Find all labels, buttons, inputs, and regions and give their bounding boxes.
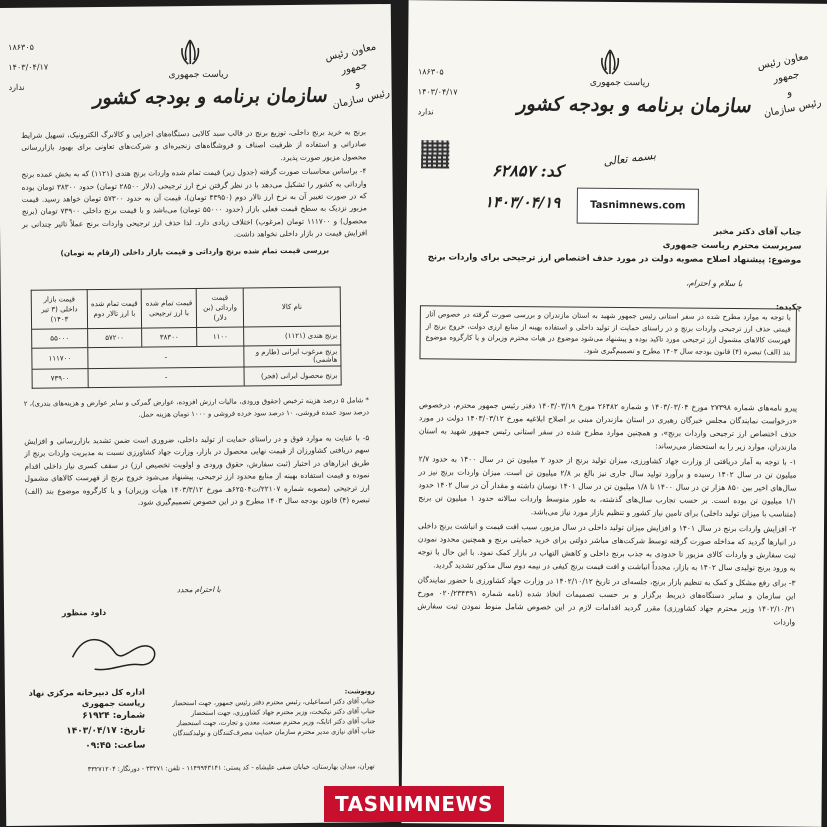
tasnim-brand-banner: TASNIMNEWS bbox=[324, 786, 504, 822]
copy-item: جناب آقای دکتر نیکبخت، وزیر محترم جهاد کشاورزی، جهت استحضار bbox=[191, 707, 376, 718]
iran-emblem-icon bbox=[596, 48, 624, 78]
paragraph: برنج به خرید برنج داخلی، توزیع برنج در قالب سبد کالایی دستگاه‌های اجرایی و کالابرگ الکترونیک، تسهیل شرایط صادراتی و استفاده از ظرفیت اصناف و فروشگاه‌های زنجیره‌ای و شرکت‌های تعاونی برای بهبود بازاررسانی محصول مزبور صورت پذیرد. bbox=[21, 127, 367, 162]
table-cell: ۱۱۰۰ bbox=[197, 327, 244, 346]
table-cell: ۵۵۰۰۰ bbox=[32, 329, 88, 349]
table-cell: برنج هندی (۱۱۲۱) bbox=[244, 326, 341, 346]
invocation: بسمه تعالی bbox=[602, 148, 657, 169]
letter-attachment: ندارد bbox=[8, 82, 25, 92]
deputy-title bbox=[314, 37, 397, 115]
stamp-time: ساعت: ۰۹:۴۵ bbox=[85, 740, 146, 752]
price-table bbox=[31, 287, 342, 389]
paragraph-intro: پیرو نامه‌های شماره ۲۷۳۹۸ مورخ ۱۴۰۳/۰۳/۰۴ و شماره ۲۶۴۸۲ مورخ ۱۴۰۳/۰۳/۱۹ دفتر رئیس جمهور محترم، درخصوص «درخواست نمایندگان مجلس خبرگان رهبری در استان مازندران مبنی بر اصلاح ابلاغیه مورخ ۱۴۰۳/۰۳/۱۲ دولت در مورد حذف اختصاص ارز ترجیحی واردات برنج»، و همچنین موارد مطرح شده در سفر استانی رئیس جمهور شهید به استان مازندران، موارد زیر را به استحضار می‌رساند: bbox=[418, 400, 798, 452]
table-cell: - bbox=[88, 346, 244, 369]
paragraph-1: ۱- با توجه به آمار دریافتی از وزارت جهاد کشاورزی، میزان تولید برنج از حدود ۲ میلیون تن در سال ۱۴۰۰ به حدود ۲/۷ میلیون تن در سال ۱۴۰۲ رسیده و برآورد تولید سال جاری نیز بالغ بر ۲/۸ میلیون تن است. میزان واردات برنج نیز در سال‌های اخیر بین ۸۵۰ هزار تن در سال ۱۴۰۰ تا ۱/۸ میلیون تن در سال ۱۴۰۱ نوسان داشته و مقدار آن در سال ۱۴۰۲ حدود ۱/۱ میلیون تن بوده است. بر حسب تجارب سال‌های گذشته، به طور متوسط واردات سالانه حدود ۱ میلیون تن برنج (متناسب با میزان تولید داخلی) برای تامین نیاز کشور و تنظیم بازار مورد نیاز می‌باشد. bbox=[418, 454, 797, 519]
table-header: قیمت تمام شده با ارز تالار دوم bbox=[87, 289, 141, 329]
letter-meta bbox=[8, 38, 48, 98]
deputy-line: رئیس سازمان bbox=[331, 87, 391, 112]
letter-number: ۱۸۶۳۰۵ bbox=[8, 42, 34, 52]
letter-date: ۱۴۰۳/۰۴/۱۷ bbox=[8, 62, 49, 72]
registry-date: ۱۴۰۳/۰۴/۱۹ bbox=[484, 192, 561, 212]
paragraph-5: ۵- با عنایت به موارد فوق و در راستای حمایت از تولید داخلی، ضروری است ضمن تشدید بازاررسانی و افزایش سهم دریافتی کشاورزان از قیمت نهایی محصول در بازار، وزارت جهاد کشاورزی نسبت به مدیریت واردات برنج از طریق ابزارهای در اختیار (ثبت سفارش، حقوق ورودی و اولویت تخصیص ارز) در سقف کسری نیاز داخلی اقدام نموده و قیمت استفاده بهینه از منابع محدود ارز ترجیحی، پیشنهاد می‌شود خروج برنج از فهرست کالاهای مشمول ارز ترجیحی (مصوبه شماره ۲۲۱۰۷/ت۶۲۵۰۴هـ مورخ ۱۴۰۳/۳/۱۲ هیأت وزیران) و یا کارگروه موضوع بند (الف) تبصره (۴) قانون بودجه سال ۱۴۰۳ مطرح و در این خصوص تصمیم‌گیری شود. bbox=[24, 433, 370, 507]
stamp-number: شماره: ۶۱۹۲۴ bbox=[82, 710, 146, 722]
registry-code: کد: ۶۲۸۵۷ bbox=[492, 160, 563, 181]
paragraph: ۴- براساس محاسبات صورت گرفته (جدول زیر) قیمت تمام شده واردات برنج هندی (۱۱۲۱) که به بخش عمده برنج وارداتی به کشور را تشکیل می‌دهد با در نظر گرفتن نرخ ارز ترجیحی (دلار ۲۸۵۰۰ تومان) حدود ۳۸۳۰۰ تومان بوده که در صورت تغییر آن به نرخ ارز تالار دوم (۴۳۹۵۰ تومان)، قیمت آن به حدود ۵۷۳۰۰ تومان خواهد رسید. قیمت مزبور نزدیک به سطح قیمت فعلی بازار (حدود ۵۵۰۰۰ تومان) می‌باشد و با قیمت برنج داخلی ۷۳۹۰۰ تومان (برنج محصول) و ۱۱۱۷۰۰ تومان (مرغوب) اختلاف زیادی دارد. لذا حذف ارز ترجیحی واردات برنج عملاً تاثیر چندانی بر افزایش قیمت در بازار داخلی نخواهد داشت. bbox=[21, 166, 368, 239]
copy-item: جناب آقای دکتر اسماعیلی، رئیس محترم دفتر رئیس جمهور، جهت استحضار bbox=[172, 697, 376, 708]
copy-item: جناب آقای نیازی مدیر محترم سازمان حمایت مصرف‌کنندگان و تولیدکنندگان bbox=[172, 727, 376, 738]
table-cell: ۳۸۳۰۰ bbox=[141, 328, 197, 348]
table-cell: برنج مرغوب ایرانی (طارم و هاشمی) bbox=[244, 345, 341, 367]
deputy-line: و bbox=[785, 86, 793, 99]
copies-title: رونوشت: bbox=[344, 687, 375, 696]
greeting: با سلام و احترام، bbox=[686, 278, 743, 289]
subject: موضوع: پیشنهاد اصلاح مصوبه دولت در مورد حذف اختصاص ارز ترجیحی برای واردات برنج bbox=[427, 252, 802, 266]
table-note: * شامل ۵ درصد هزینه ترخیص (حقوق ورودی، مالیات ارزش افزوده، عوارض گمرکی و سایر عوارض و هزینه‌های بندری)، ۲ درصد سود عمده فروشی، ۱۰ درصد سود خرده فروشی و ۱۰۰۰ تومان هزینه حمل. bbox=[23, 396, 370, 420]
deputy-line: و bbox=[354, 77, 362, 90]
deputy-line: رئیس سازمان bbox=[762, 97, 823, 120]
addressee-title: سرپرست محترم ریاست جمهوری bbox=[662, 240, 802, 252]
qr-code-icon bbox=[421, 140, 449, 168]
letter-date: ۱۴۰۳/۰۴/۱۷ bbox=[417, 87, 458, 97]
table-cell: ۱۱۱۷۰۰ bbox=[32, 348, 88, 370]
letter-attachment: ندارد bbox=[417, 107, 434, 117]
stamp-date: تاریخ: ۱۴۰۳/۰۴/۱۷ bbox=[66, 725, 146, 737]
table-row bbox=[32, 366, 341, 388]
table-cell: - bbox=[88, 367, 244, 388]
paragraph-2: ۲- افزایش واردات برنج در سال ۱۴۰۱ و افزایش میزان تولید داخلی در سال مزبور، سبب افت قیمت و انباشت برنج داخلی در انبارها گردید که مداخله صورت گرفته توسط شرکت‌های مباشر دولتی برای خرید حمایتی برنج و همچنین محدود نمودن ثبت سفارش و واردات کالای مزبور تا حدودی به جذب برنج داخلی و کاهش التهاب در بازار کمک نمود. با این حال با توجه به ورود برنج تولیدی سال ۱۴۰۲ به بازار، مجدداً انباشت و افت قیمت برنج کیفی در نیمه دوم سال مذکور تشدید گردید. bbox=[417, 521, 797, 573]
signer-name: داود منظور bbox=[61, 607, 107, 618]
office-stamp bbox=[15, 687, 146, 755]
paragraph-3: ۳- برای رفع مشکل و کمک به تنظیم بازار برنج، جلسه‌ای در تاریخ ۱۴۰۲/۱۰/۱۲ در وزارت جهاد کشاورزی با حضور نمایندگان این سازمان و سایر دستگاه‌های ذیربط برگزار و بر حسب تصمیمات اتخاذ شده (نامه شماره ۰۲۰/۲۳۴۳۹۱ مورخ ۱۴۰۲/۱۰/۲۱ وزیر محترم جهاد کشاورزی) مقرر گردید اقدامات لازم در این خصوص شامل منوط نمودن ثبت سفارش واردات bbox=[417, 575, 796, 627]
letter-meta bbox=[418, 62, 458, 122]
table-header: قیمت بازار داخلی (۳ تیر ۱۴۰۳) bbox=[31, 290, 87, 330]
letter-number: ۱۸۶۳۰۵ bbox=[417, 67, 444, 77]
org-name: سازمان برنامه و بودجه کشور bbox=[92, 84, 330, 110]
closing-handwritten: با احترام مجدد bbox=[176, 584, 221, 595]
deputy-line: معاون رئیس جمهور bbox=[756, 50, 810, 86]
table-cell: ۵۷۲۰۰ bbox=[88, 328, 142, 348]
presidency-label: ریاست جمهوری bbox=[168, 69, 229, 81]
copies-list bbox=[145, 686, 376, 738]
letter-page-right bbox=[401, 0, 827, 827]
iran-emblem-icon bbox=[176, 38, 204, 68]
table-header: قیمت تمام شده با ارز ترجیحی bbox=[141, 289, 197, 329]
addressee-block bbox=[426, 222, 801, 267]
addressee: جناب آقای دکتر مخبر bbox=[713, 226, 802, 238]
stamp-office: اداره کل دبیرخانه مرکزی نهاد ریاست جمهوری bbox=[28, 687, 146, 709]
summary-title: چکیده: bbox=[775, 302, 803, 312]
letter-body bbox=[417, 398, 797, 630]
table-header: نام کالا bbox=[243, 287, 340, 327]
letter-page-left bbox=[0, 4, 399, 826]
letter-footer: تهران، میدان بهارستان، خیابان صفی علیشاه - کد پستی: ۱۱۴۹۹۴۳۱۴۱ - تلفن: ۳۳۲۷۱ - دورنگار: ۳۳۲۷۱۲۰۴ bbox=[87, 762, 375, 774]
presidency-label: ریاست جمهوری bbox=[589, 77, 650, 89]
deputy-title bbox=[742, 46, 827, 125]
watermark-box: Tasnimnews.com bbox=[577, 188, 699, 225]
signature-icon bbox=[64, 626, 175, 677]
table-header: قیمت وارداتی (بن دلار) bbox=[197, 288, 244, 327]
table-title: بررسی قیمت تمام شده برنج وارداتی و قیمت بازار داخلی (ارقام به تومان) bbox=[60, 245, 330, 258]
letter-body bbox=[21, 126, 367, 262]
summary-box: با توجه به موارد مطرح شده در سفر استانی رئیس جمهور شهید به استان مازندران و بررسی صورت گرفته در خصوص آثار قیمتی حذف ارز ترجیحی واردات برنج و در راستای حمایت از تولید داخلی و استفاده بهینه از منابع ارزی دولت، خروج برنج از فهرست کالاهای مشمول ارز ترجیحی مورد تاکید بوده و پیشنهاد می‌شود موضوع در هیات محترم وزیران و یا کارگروه موضوع بند (الف) تبصره (۴) قانون بودجه سال ۱۴۰۳ مطرح و تصمیم‌گیری شود. bbox=[419, 305, 796, 362]
deputy-line: معاون رئیس جمهور bbox=[324, 41, 378, 77]
table-cell: برنج محصول ایرانی (فجر) bbox=[244, 366, 341, 386]
org-name: سازمان برنامه و بودجه کشور bbox=[516, 93, 754, 118]
copy-item: جناب آقای دکتر اتابک، وزیر محترم صنعت، معدن و تجارت، جهت استحضار bbox=[176, 717, 376, 728]
table-cell: ۷۳۹۰۰ bbox=[32, 369, 88, 389]
